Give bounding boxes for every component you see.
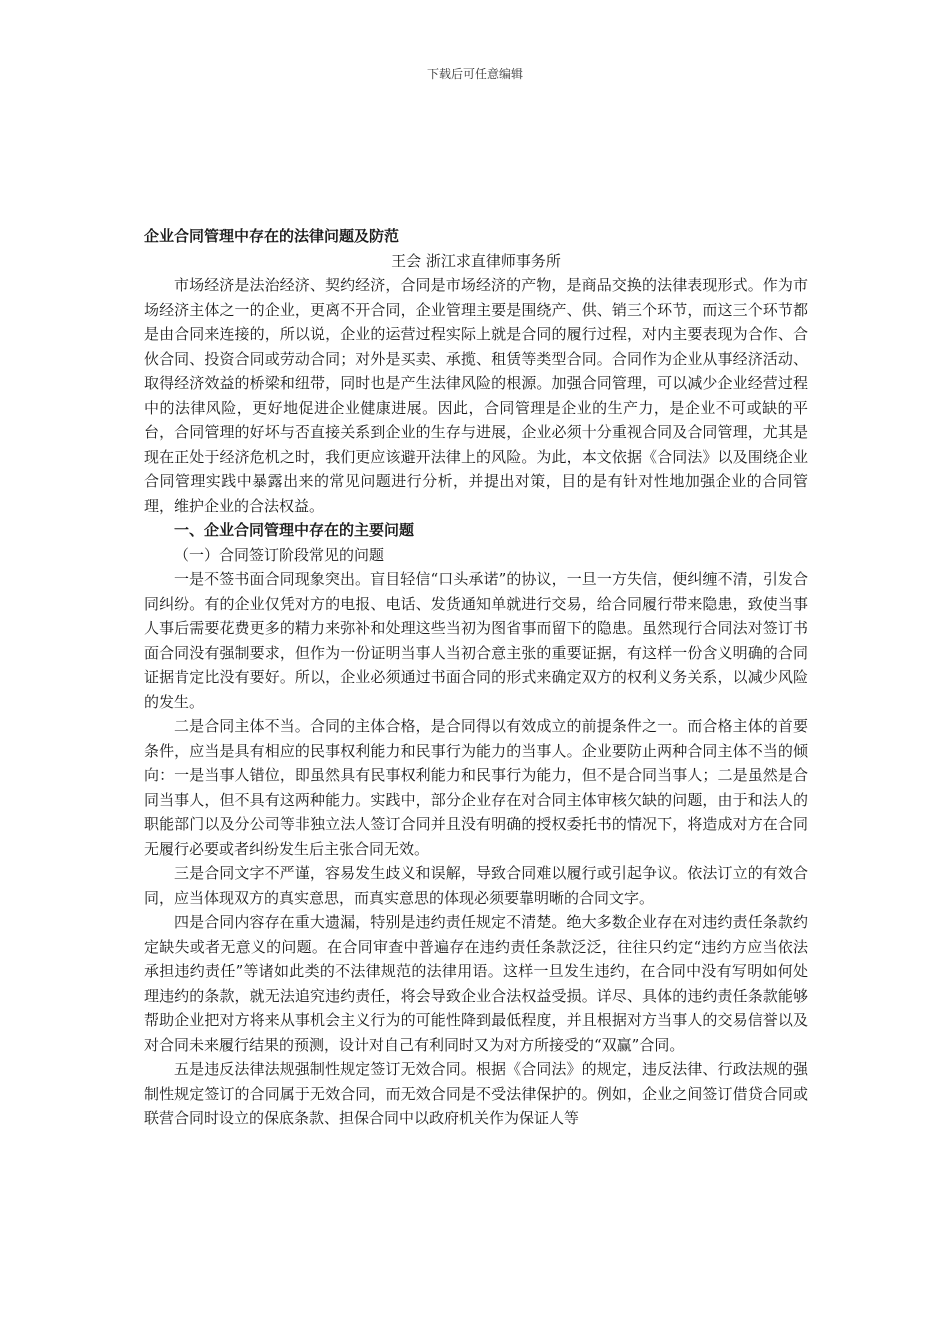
- body-paragraph: 三是合同文字不严谨，容易发生歧义和误解，导致合同难以履行或引起争议。依法订立的有效合同，应当体现双方的真实意思，而真实意思的体现必须要靠明晰的合同文字。: [144, 864, 808, 907]
- body-paragraph: 一是不签书面合同现象突出。盲目轻信“口头承诺”的协议，一旦一方失信，便纠缠不清，引发合同纠纷。有的企业仅凭对方的电报、电话、发货通知单就进行交易，给合同履行带来隐患，致使当事人事后需要花费更多的精力来弥补和处理这些当初为图省事而留下的隐患。虽然现行合同法对签订书面合同没有强制要求，但作为一份证明当事人当初合意主张的重要证据，有这样一份含义明确的合同证据肯定比没有要好。所以，企业必须通过书面合同的形式来确定双方的权利义务关系，以减少风险的发生。: [144, 570, 808, 711]
- page-header-note: 下载后可任意编辑: [426, 67, 523, 81]
- author-line: 王会 浙江求直律师事务所: [391, 251, 561, 270]
- intro-paragraph: 市场经济是法治经济、契约经济，合同是市场经济的产物，是商品交换的法律表现形式。作为市场经济主体之一的企业，更离不开合同，企业管理主要是围绕产、供、销三个环节，而这三个环节都是由合同来连接的，所以说，企业的运营过程实际上就是合同的履行过程，对内主要表现为合作、合伙合同、投资合同或劳动合同；对外是买卖、承揽、租赁等类型合同。合同作为企业从事经济活动、取得经济效益的桥梁和纽带，同时也是产生法律风险的根源。加强合同管理，可以减少企业经营过程中的法律风险，更好地促进企业健康进展。因此，合同管理是企业的生产力，是企业不可或缺的平台，合同管理的好坏与否直接关系到企业的生存与进展，企业必须十分重视合同及合同管理，尤其是现在正处于经济危机之时，我们更应该避开法律上的风险。为此，本文依据《合同法》以及围绕企业合同管理实践中暴露出来的常见问题进行分析，并提出对策，目的是有针对性地加强企业的合同管理，维护企业的合法权益。: [144, 276, 808, 515]
- body-paragraph: 五是违反法律法规强制性规定签订无效合同。根据《合同法》的规定，违反法律、行政法规的强制性规定签订的合同属于无效合同，而无效合同是不受法律保护的。例如，企业之间签订借贷合同或联营合同时设立的保底条款、担保合同中以政府机关作为保证人等: [144, 1060, 808, 1127]
- body-paragraph: 二是合同主体不当。合同的主体合格，是合同得以有效成立的前提条件之一。而合格主体的首要条件，应当是具有相应的民事权利能力和民事行为能力的当事人。企业要防止两种合同主体不当的倾向：一是当事人错位，即虽然具有民事权利能力和民事行为能力，但不是合同当事人；二是虽然是合同当事人，但不具有这两种能力。实践中，部分企业存在对合同主体审核欠缺的问题，由于和法人的职能部门以及分公司等非独立法人签订合同并且没有明确的授权委托书的情况下，将造成对方在合同无履行必要或者纠纷发生后主张合同无效。: [144, 717, 808, 858]
- section-heading: 一、企业合同管理中存在的主要问题: [174, 521, 415, 539]
- document-title: 企业合同管理中存在的法律问题及防范: [144, 227, 400, 245]
- subsection-heading: （一）合同签订阶段常见的问题: [174, 545, 385, 564]
- document-body: [144, 224, 808, 1131]
- body-paragraph: 四是合同内容存在重大遗漏，特别是违约责任规定不清楚。绝大多数企业存在对违约责任条款约定缺失或者无意义的问题。在合同审查中普遍存在违约责任条款泛泛，往往只约定“违约方应当依法承担违约责任”等诸如此类的不法律规范的法律用语。这样一旦发生违约，在合同中没有写明如何处理违约的条款，就无法追究违约责任，将会导致企业合法权益受损。详尽、具体的违约责任条款能够帮助企业把对方将来从事机会主义行为的可能性降到最低程度，并且根据对方当事人的交易信誉以及对合同未来履行结果的预测，设计对自己有利同时又为对方所接受的“双赢”合同。: [144, 913, 808, 1054]
